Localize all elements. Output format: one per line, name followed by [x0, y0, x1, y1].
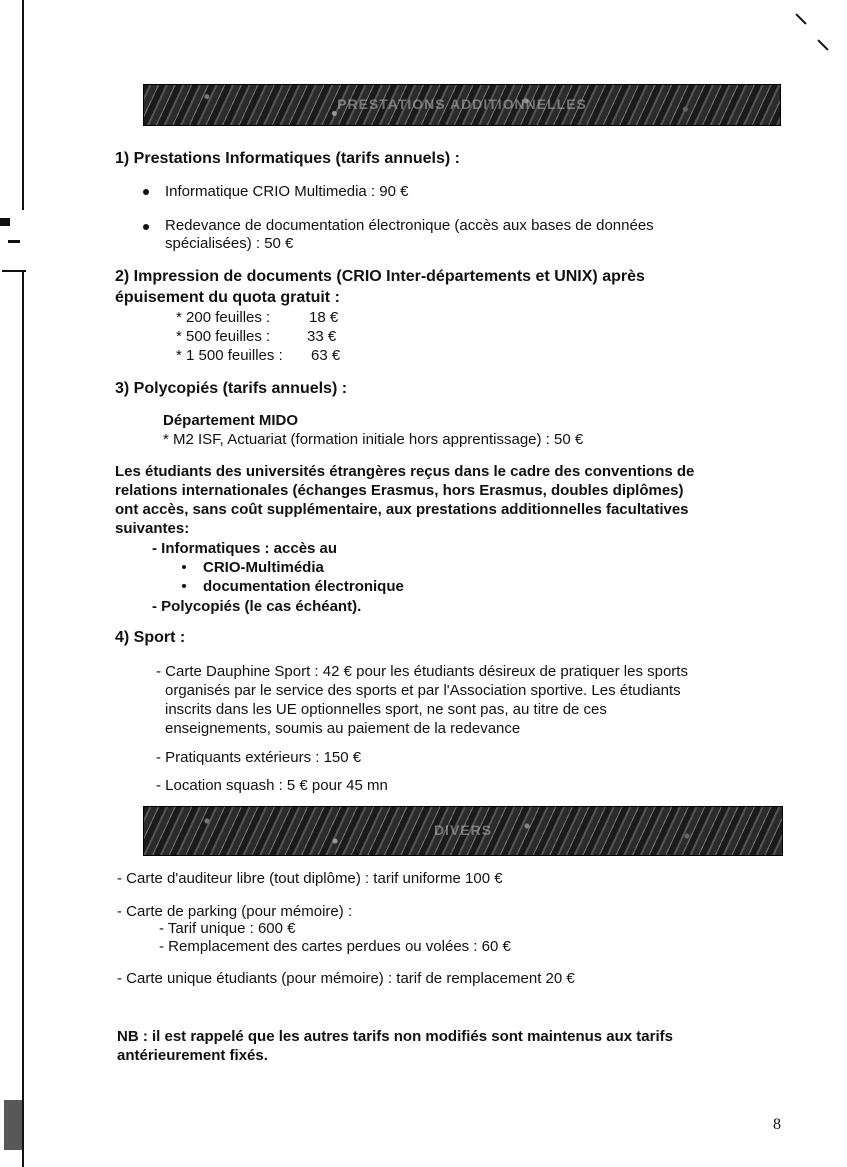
- banner-title: PRESTATIONS ADDITIONNELLES: [337, 96, 587, 112]
- scan-corner-mark: [795, 13, 806, 24]
- list-item: - Carte de parking (pour mémoire) :: [117, 903, 353, 920]
- list-item: Informatique CRIO Multimedia : 90 €: [165, 183, 409, 200]
- list-item-continuation: organisés par le service des sports et par l'Association sportive. Les étudiants: [165, 682, 681, 699]
- section-heading: 1) Prestations Informatiques (tarifs annuels) :: [115, 150, 460, 167]
- list-item: - Carte unique étudiants (pour mémoire) : tarif de remplacement 20 €: [117, 970, 575, 987]
- list-item-continuation: spécialisées) : 50 €: [165, 235, 294, 252]
- list-item: - Informatiques : accès au: [152, 540, 338, 557]
- scan-edge-line: [22, 270, 24, 1167]
- section-banner: [143, 84, 781, 126]
- scan-corner-mark: [817, 39, 828, 50]
- page-number: 8: [773, 1116, 781, 1133]
- list-item: - Polycopiés (le cas échéant).: [152, 598, 362, 615]
- sub-list-item: - Tarif unique : 600 €: [159, 920, 296, 937]
- paragraph-line: suivantes:: [115, 520, 190, 537]
- bullet-icon: [143, 224, 149, 230]
- scan-edge-mark: [0, 218, 10, 226]
- paragraph-line: relations internationales (échanges Erasmus, hors Erasmus, doubles diplômes): [115, 482, 684, 499]
- section-banner: [143, 806, 783, 856]
- sub-list-item: CRIO-Multimédia: [203, 559, 324, 576]
- price-label: * 1 500 feuilles :: [176, 347, 283, 364]
- price-label: * 500 feuilles :: [176, 328, 271, 345]
- note-line: antérieurement fixés.: [117, 1047, 268, 1064]
- department-name: Département MIDO: [163, 412, 299, 429]
- list-item: - Carte Dauphine Sport : 42 € pour les étudiants désireux de pratiquer les sports: [156, 663, 688, 680]
- section-heading: 4) Sport :: [115, 629, 186, 646]
- list-item: * M2 ISF, Actuariat (formation initiale hors apprentissage) : 50 €: [163, 431, 584, 448]
- section-heading-continuation: épuisement du quota gratuit :: [115, 289, 340, 306]
- sub-list-item: documentation électronique: [203, 578, 404, 595]
- section-heading: 2) Impression de documents (CRIO Inter-départements et UNIX) après: [115, 268, 645, 285]
- scan-edge-mark: [4, 1100, 22, 1150]
- note-line: NB : il est rappelé que les autres tarifs non modifiés sont maintenus aux tarifs: [117, 1028, 673, 1045]
- list-item-continuation: enseignements, soumis au paiement de la redevance: [165, 720, 521, 737]
- price-label: * 200 feuilles :: [176, 309, 271, 326]
- paragraph-line: Les étudiants des universités étrangères reçus dans le cadre des conventions de: [115, 463, 695, 480]
- scan-edge-line: [22, 0, 24, 210]
- paragraph-line: ont accès, sans coût supplémentaire, aux prestations additionnelles facultatives: [115, 501, 689, 518]
- price-value: 18 €: [309, 309, 339, 326]
- list-item-continuation: inscrits dans les UE optionnelles sport, ne sont pas, au titre de ces: [165, 701, 607, 718]
- bullet-icon: [182, 584, 186, 588]
- list-item: - Pratiquants extérieurs : 150 €: [156, 749, 362, 766]
- list-item: - Carte d'auditeur libre (tout diplôme) : tarif uniforme 100 €: [117, 870, 503, 887]
- bullet-icon: [143, 189, 149, 195]
- price-value: 33 €: [307, 328, 337, 345]
- sub-list-item: - Remplacement des cartes perdues ou volées : 60 €: [159, 938, 511, 955]
- bullet-icon: [182, 565, 186, 569]
- list-item: Redevance de documentation électronique (accès aux bases de données: [165, 217, 654, 234]
- scan-edge-mark: [8, 240, 20, 243]
- list-item: - Location squash : 5 € pour 45 mn: [156, 777, 388, 794]
- banner-title: DIVERS: [433, 822, 493, 838]
- section-heading: 3) Polycopiés (tarifs annuels) :: [115, 380, 348, 397]
- price-value: 63 €: [311, 347, 341, 364]
